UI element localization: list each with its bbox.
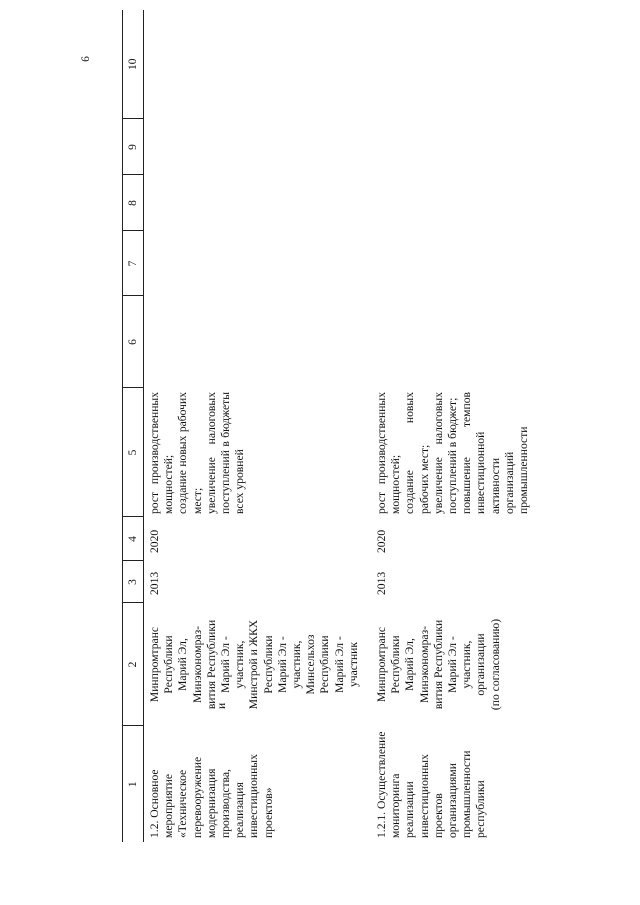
empty-cell [369, 231, 539, 296]
column-header: 3 [123, 561, 144, 603]
cell-line: вития Республики [204, 619, 218, 710]
end-year-cell: 2020 [148, 529, 161, 553]
cell-line: инвестиционных [417, 754, 431, 838]
cell-line: создание новых рабочих [176, 392, 190, 514]
empty-cell [369, 10, 539, 119]
cell-line: увеличение налоговых [204, 392, 218, 514]
executor-cell [144, 603, 370, 726]
cell-line: промышленности [517, 426, 531, 514]
cell-line: Марий Эл - [219, 636, 233, 693]
empty-cell [144, 175, 370, 231]
column-header: 8 [123, 175, 144, 231]
cell-line: участник, [460, 640, 474, 689]
program-table [122, 10, 539, 842]
end-year-cell: 2020 [375, 529, 389, 553]
executor-cell [369, 603, 539, 726]
cell-line: организаций [502, 451, 516, 514]
empty-cell [144, 231, 370, 296]
cell-line: реализация [233, 782, 247, 838]
cell-line: Республики [162, 635, 176, 694]
cell-line: «Техническое [176, 769, 190, 838]
empty-cell [369, 175, 539, 231]
cell-line: инвестиционных [247, 754, 261, 838]
cell-line: промышленности [460, 750, 474, 838]
activity-name-cell [144, 726, 370, 842]
cell-line: мониторинга реализации [389, 773, 417, 838]
cell-line: Республики [389, 635, 403, 694]
cell-line: рост производственных [375, 392, 389, 514]
cell-line: мест; [190, 487, 204, 514]
cell-line: участник, [290, 640, 304, 689]
cell-line: участник [346, 641, 360, 688]
cell-line: (по согласованию) [488, 618, 502, 711]
cell-line: всех уровней [233, 449, 247, 514]
column-header: 6 [123, 296, 144, 388]
empty-cell [144, 296, 370, 388]
cell-line: Минсельхоз [304, 634, 318, 695]
cell-line: 1.2. Основное [148, 769, 161, 838]
empty-cell [144, 119, 370, 175]
cell-line: проектов» [261, 787, 275, 838]
column-header: 9 [123, 119, 144, 175]
column-header: 10 [123, 10, 144, 119]
cell-line: Марий Эл, [403, 638, 417, 691]
cell-line: рост производственных [148, 392, 161, 514]
empty-cell [369, 296, 539, 388]
cell-line: организациями [446, 763, 460, 838]
rotated-table-container [122, 10, 531, 842]
cell-line: вития Республики [431, 619, 445, 710]
column-header: 5 [123, 388, 144, 517]
column-header: 4 [123, 517, 144, 561]
expected-result-cell [144, 388, 370, 517]
cell-line: проектов [431, 793, 445, 838]
empty-cell [144, 10, 370, 119]
start-year-cell: 2013 [148, 571, 161, 595]
activity-name-cell [369, 726, 539, 842]
cell-line: поступлений в бюджеты [219, 392, 233, 514]
cell-line: Минэкономраз- [417, 625, 431, 704]
cell-line: модернизация [204, 768, 218, 838]
cell-line: мероприятие [162, 773, 176, 838]
page-number: 6 [80, 56, 92, 62]
cell-line: Минэкономраз- [190, 625, 204, 704]
cell-line: Марий Эл - [275, 636, 289, 693]
cell-line: активности [488, 457, 502, 514]
cell-line: Минстрой и ЖКХ [247, 619, 261, 710]
cell-line: Республики [318, 635, 332, 694]
cell-line: Республики [261, 635, 275, 694]
cell-line: поступлений в бюджет; [446, 397, 460, 514]
cell-line: участник, [233, 640, 247, 689]
cell-line: перевооружение [190, 756, 204, 838]
cell-line: рабочих мест; [417, 444, 431, 514]
cell-line: 1.2.1. Осуществление [375, 731, 389, 838]
table-row [369, 10, 539, 842]
cell-line: Минпромтранс [148, 626, 161, 703]
column-header: 1 [123, 726, 144, 842]
cell-line: организации [474, 633, 488, 696]
cell-line: создание новых [403, 392, 417, 514]
expected-result-cell [369, 388, 539, 517]
stray-character: и [216, 702, 228, 709]
cell-line: производства, [219, 769, 233, 838]
cell-line: увеличение налоговых [431, 392, 445, 514]
cell-line: повышение темпов [460, 392, 474, 514]
table-row [144, 10, 370, 842]
column-header: 2 [123, 603, 144, 726]
cell-line: республики [474, 780, 488, 838]
column-header: 7 [123, 231, 144, 296]
cell-line: мощностей; [389, 454, 403, 514]
cell-line: Марий Эл - [332, 636, 346, 693]
cell-line: Марий Эл, [176, 638, 190, 691]
empty-cell [369, 119, 539, 175]
cell-line: мощностей; [162, 454, 176, 514]
cell-line: Марий Эл - [446, 636, 460, 693]
cell-line: Минпромтранс [375, 626, 389, 703]
cell-line: инвестиционной [474, 431, 488, 514]
start-year-cell: 2013 [375, 571, 389, 595]
header-row [123, 10, 144, 842]
